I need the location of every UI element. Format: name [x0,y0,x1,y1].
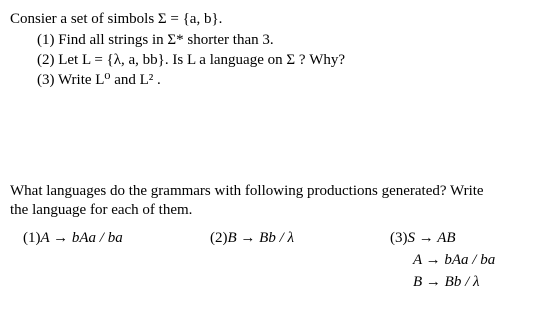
grammar-3-production-2: A → bAa / ba [413,252,496,268]
grammar-3-label: (3) [390,230,408,246]
grammar-1-production: A → bAa / ba [40,230,123,246]
grammar-1-label: (1) [23,230,41,246]
grammar-2 [210,229,294,247]
grammar-question-line-2: the language for each of them. [10,202,193,218]
grammar-2-label: (2) [210,230,228,246]
grammar-2-production: B → Bb / λ [227,230,294,246]
grammar-question-line-1: What languages do the grammars with following productions generated? Write [10,183,484,199]
problem-intro: Consier a set of simbols Σ = {a, b}. [10,11,223,27]
problem-item-1: (1) Find all strings in Σ* shorter than 3. [37,32,274,48]
grammar-3-production-3: B → Bb / λ [413,274,480,290]
grammar-1 [23,229,123,247]
problem-item-3: (3) Write L⁰ and L² . [37,72,161,88]
problem-item-2: (2) Let L = {λ, a, bb}. Is L a language on Σ ? Why? [37,52,346,68]
grammar-3 [390,229,456,247]
grammar-3-production-1: S → AB [407,230,456,246]
